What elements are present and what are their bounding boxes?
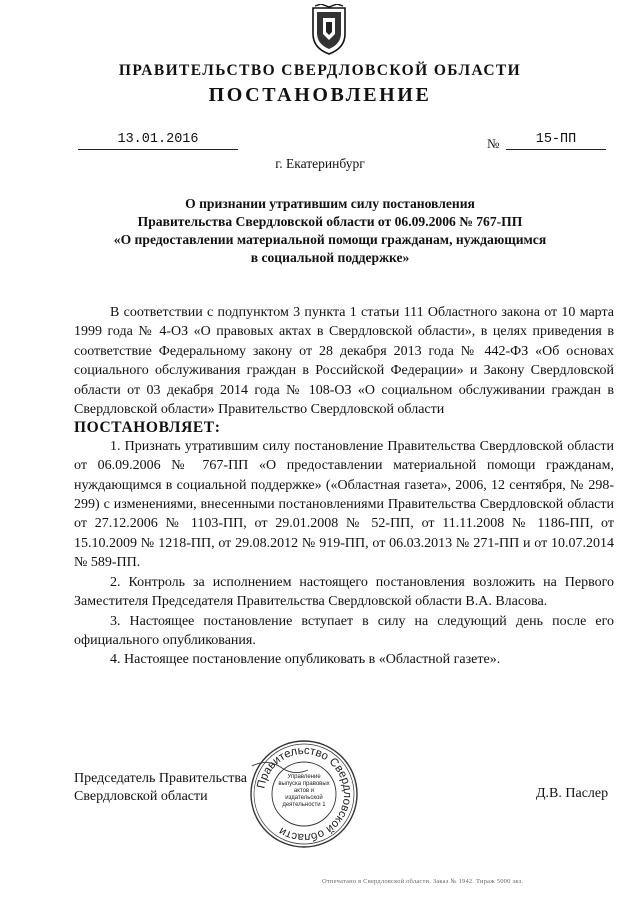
subject-line: О признании утратившим силу постановления <box>185 196 475 211</box>
number-label: № <box>487 136 500 151</box>
document-subject <box>90 195 570 267</box>
coat-of-arms-emblem <box>307 4 351 56</box>
government-name: ПРАВИТЕЛЬСТВО СВЕРДЛОВСКОЙ ОБЛАСТИ <box>118 62 522 79</box>
official-stamp <box>248 738 360 850</box>
preamble-paragraph: В соответствии с подпунктом 3 пункта 1 статьи 111 Областного закона от 10 марта 1999 года № 4-ОЗ «О правовых актах в Свердловской области», в целях приведения в соответствие Федеральному закону от 28 декабря 2013 года № 442-ФЗ «Об основах социального обслуживания граждан в Российской Федерации» и Закону Свердловской области от 03 декабря 2014 года № 108-ОЗ «О социальном обслуживании граждан в Свердловской области» Правительство Свердловской области <box>74 305 614 418</box>
document-date: 13.01.2016 <box>78 132 238 150</box>
resolves-heading: ПОСТАНОВЛЯЕТ: <box>74 419 221 437</box>
signatory-position <box>74 770 247 806</box>
stamp-ring-text: Правительство Свердловской области <box>255 744 354 844</box>
resolution-item: 1. Признать утратившим силу постановление Правительства Свердловской области от 06.09.2006 № 767-ПП «О предоставлении материальной помощи гражданам, нуждающимся в социальной поддержке» («Областная газета», 2006, 12 сентября, № 298-299) с изменениями, внесенными постановлениями Правительства Свердловской области от 27.12.2006 № 1103-ПП, от 29.01.2008 № 52-ПП, от 11.11.2008 № 1186-ПП, от 15.10.2009 № 1218-ПП, от 29.08.2012 № 919-ПП, от 06.03.2013 № 271-ПП и от 10.07.2014 № 589-ПП. <box>74 438 614 571</box>
document-number: 15-ПП <box>506 132 606 150</box>
document-body <box>74 303 614 670</box>
city: г. Екатеринбург <box>275 156 365 171</box>
subject-line: в социальной поддержке» <box>250 250 410 265</box>
signatory-name: Д.В. Паслер <box>536 786 609 801</box>
stamp-center-text: Управление выпуска правовых актов и издательской деятельности 1 <box>278 774 330 808</box>
document-type-title: ПОСТАНОВЛЕНИЕ <box>208 84 432 106</box>
resolution-item: 2. Контроль за исполнением настоящего постановления возложить на Первого Заместителя Председателя Правительства Свердловской области В.А. Власова. <box>74 574 614 610</box>
resolution-item: 3. Настоящее постановление вступает в силу на следующий день после его официального опубликования. <box>74 613 614 648</box>
subject-line: Правительства Свердловской области от 06.09.2006 № 767-ПП <box>137 214 523 229</box>
position-line: Свердловской области <box>74 789 208 804</box>
print-footer: Отпечатано в Свердловской области. Заказ № 1942. Тираж 5000 экз. <box>322 878 524 885</box>
subject-line: «О предоставлении материальной помощи гражданам, нуждающимся <box>113 232 547 247</box>
position-line: Председатель Правительства <box>74 771 247 786</box>
resolution-item: 4. Настоящее постановление опубликовать в «Областной газете». <box>110 652 501 668</box>
